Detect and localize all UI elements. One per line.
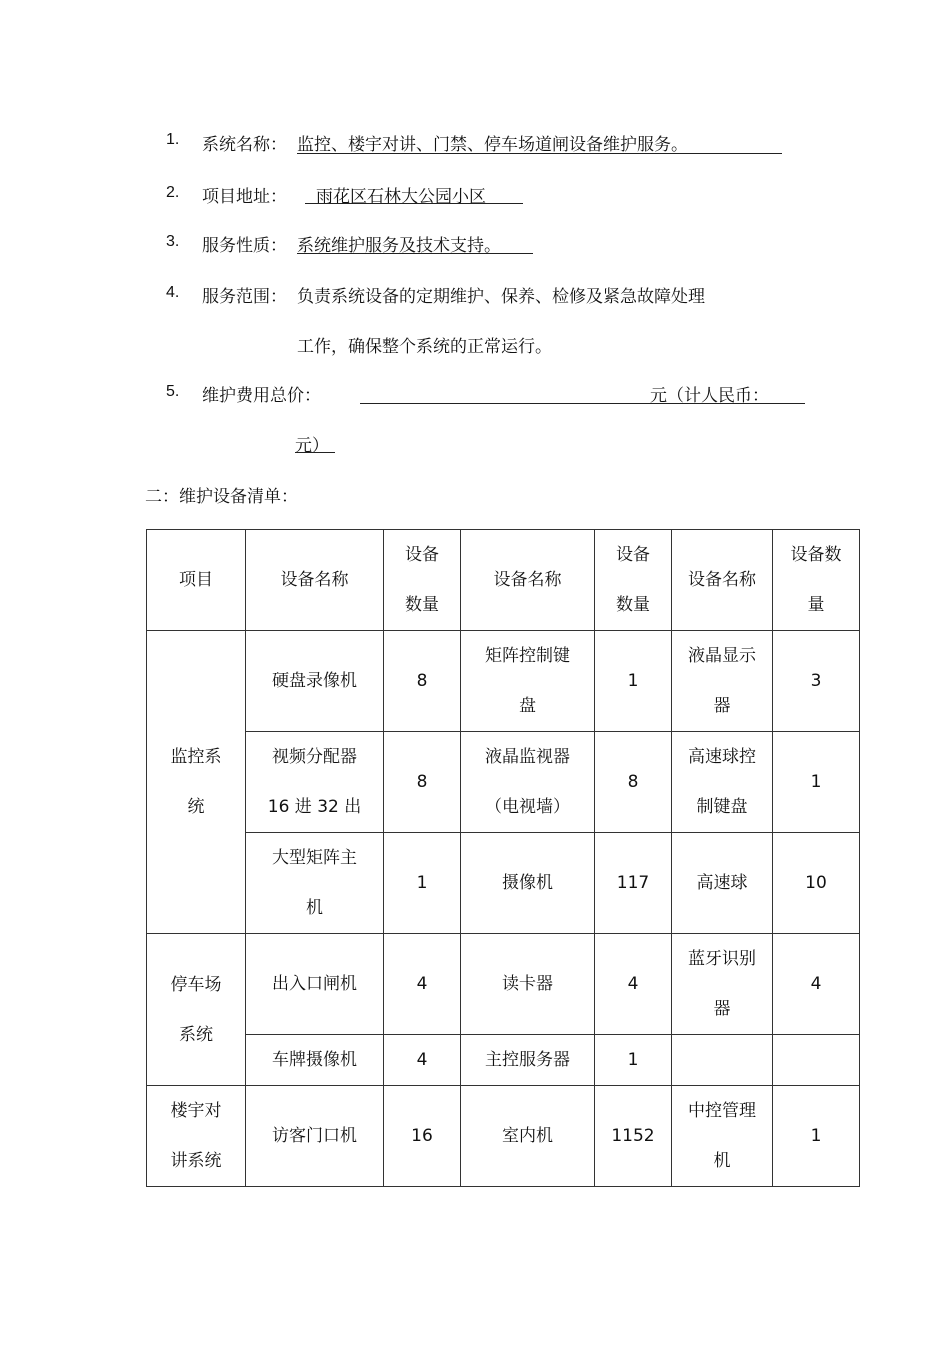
table-cell [773,1035,860,1086]
table-row [147,934,860,1035]
item-5-underline-2 [295,452,335,453]
table-cell: 8 [595,732,672,833]
table-cell: 1 [595,1035,672,1086]
group-name-cell: 停车场 系统 [147,934,246,1086]
table-cell: 3 [773,631,860,732]
table-cell: 硬盘录像机 [246,631,384,732]
header-cell: 设备名称 [246,530,384,631]
header-cell: 项目 [147,530,246,631]
table-cell: 液晶监视器 （电视墙） [461,732,595,833]
table-row [147,631,860,732]
table-cell: 4 [773,934,860,1035]
table-row [147,1035,860,1086]
table-header-row [147,530,860,631]
table-cell: 4 [384,1035,461,1086]
table-cell: 1 [595,631,672,732]
item-3-underline [297,253,533,254]
table-cell: 摄像机 [461,833,595,934]
table-cell: 4 [595,934,672,1035]
equipment-table [146,529,860,1187]
item-4-number: 4. [166,284,180,301]
item-4-value: 负责系统设备的定期维护、保养、检修及紧急故障处理 [297,287,705,307]
group-name-cell: 楼宇对 讲系统 [147,1086,246,1187]
item-5-number: 5. [166,383,180,400]
item-2-underline [305,203,523,204]
item-2-label: 项目地址： [202,187,287,207]
item-5-value-continued: 元） [295,436,329,456]
table-cell: 主控服务器 [461,1035,595,1086]
header-cell: 设备 数量 [384,530,461,631]
table-cell: 8 [384,732,461,833]
table-cell: 1152 [595,1086,672,1187]
table-cell: 4 [384,934,461,1035]
table-cell: 车牌摄像机 [246,1035,384,1086]
table-cell: 出入口闸机 [246,934,384,1035]
item-3-number: 3. [166,233,180,250]
header-cell: 设备名称 [672,530,773,631]
table-cell: 117 [595,833,672,934]
table-cell: 16 [384,1086,461,1187]
header-cell: 设备 数量 [595,530,672,631]
item-5-currency-text: 元（计人民币： [650,386,769,406]
table-cell: 10 [773,833,860,934]
table-row [147,732,860,833]
table-cell: 视频分配器 16 进 32 出 [246,732,384,833]
section-title: 二：维护设备清单： [145,487,298,507]
item-5-label: 维护费用总价： [202,386,321,406]
table-row [147,1086,860,1187]
item-1-label: 系统名称： [202,135,287,155]
table-cell: 读卡器 [461,934,595,1035]
table-cell: 室内机 [461,1086,595,1187]
table-cell: 大型矩阵主 机 [246,833,384,934]
table-cell: 高速球 [672,833,773,934]
table-cell: 高速球控 制键盘 [672,732,773,833]
table-cell: 矩阵控制键 盘 [461,631,595,732]
header-cell: 设备数 量 [773,530,860,631]
table-cell: 中控管理 机 [672,1086,773,1187]
item-3-label: 服务性质： [202,236,287,256]
item-2-value: 雨花区石林大公园小区 [316,187,486,207]
item-1-value: 监控、楼宇对讲、门禁、停车场道闸设备维护服务。 [297,135,688,155]
header-cell: 设备名称 [461,530,595,631]
table-cell: 8 [384,631,461,732]
item-4-value-continued: 工作，确保整个系统的正常运行。 [297,337,552,357]
item-1-underline [297,153,782,154]
table-cell: 液晶显示 器 [672,631,773,732]
item-4-label: 服务范围： [202,287,287,307]
table-cell: 1 [773,732,860,833]
table-cell: 访客门口机 [246,1086,384,1187]
table-row [147,833,860,934]
table-cell: 1 [773,1086,860,1187]
item-2-number: 2. [166,184,180,201]
group-name-cell: 监控系 统 [147,631,246,934]
table-cell: 蓝牙识别 器 [672,934,773,1035]
table-cell [672,1035,773,1086]
item-3-value: 系统维护服务及技术支持。 [297,236,501,256]
item-1-number: 1. [166,131,180,148]
table-cell: 1 [384,833,461,934]
